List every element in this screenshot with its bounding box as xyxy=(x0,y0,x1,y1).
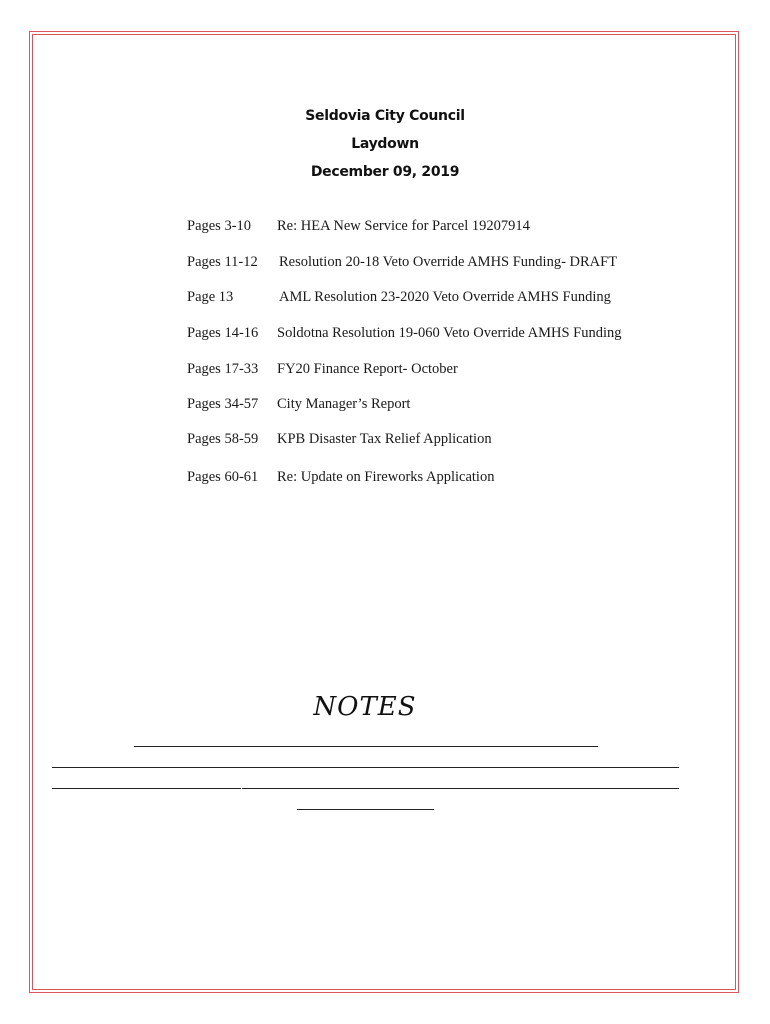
notes-heading: NOTES xyxy=(313,692,417,722)
meeting-date: December 09, 2019 xyxy=(310,164,460,180)
agenda-item xyxy=(0,218,770,238)
agenda-pages: Pages 34-57 xyxy=(187,396,259,412)
agenda-pages: Pages 3-10 xyxy=(187,218,252,234)
agenda-pages: Pages 17-33 xyxy=(187,361,259,377)
agenda-description: KPB Disaster Tax Relief Application xyxy=(277,431,492,447)
notes-line xyxy=(134,746,598,747)
agenda-item xyxy=(0,289,770,309)
agenda-pages: Pages 58-59 xyxy=(187,431,259,447)
agenda-item xyxy=(0,469,770,489)
agenda-description: FY20 Finance Report- October xyxy=(277,361,458,377)
agenda-pages: Page 13 xyxy=(187,289,234,305)
notes-line xyxy=(52,767,679,768)
agenda-description: City Manager’s Report xyxy=(277,396,411,412)
notes-line xyxy=(242,788,679,789)
agenda-description: AML Resolution 23-2020 Veto Override AMHS Funding xyxy=(279,289,611,305)
agenda-description: Soldotna Resolution 19-060 Veto Override AMHS Funding xyxy=(277,325,622,341)
agenda-item xyxy=(0,254,770,274)
agenda-description: Re: Update on Fireworks Application xyxy=(277,469,495,485)
agenda-pages: Pages 11-12 xyxy=(187,254,258,270)
agenda-item xyxy=(0,431,770,451)
council-title: Seldovia City Council xyxy=(305,108,465,124)
agenda-pages: Pages 14-16 xyxy=(187,325,259,341)
notes-line xyxy=(297,809,434,810)
notes-line xyxy=(52,788,241,789)
agenda-item xyxy=(0,325,770,345)
agenda-description: Resolution 20-18 Veto Override AMHS Funding- DRAFT xyxy=(279,254,618,270)
agenda-item xyxy=(0,396,770,416)
agenda-pages: Pages 60-61 xyxy=(187,469,259,485)
document-subtitle: Laydown xyxy=(351,136,419,152)
agenda-item xyxy=(0,361,770,381)
agenda-description: Re: HEA New Service for Parcel 19207914 xyxy=(277,218,530,234)
